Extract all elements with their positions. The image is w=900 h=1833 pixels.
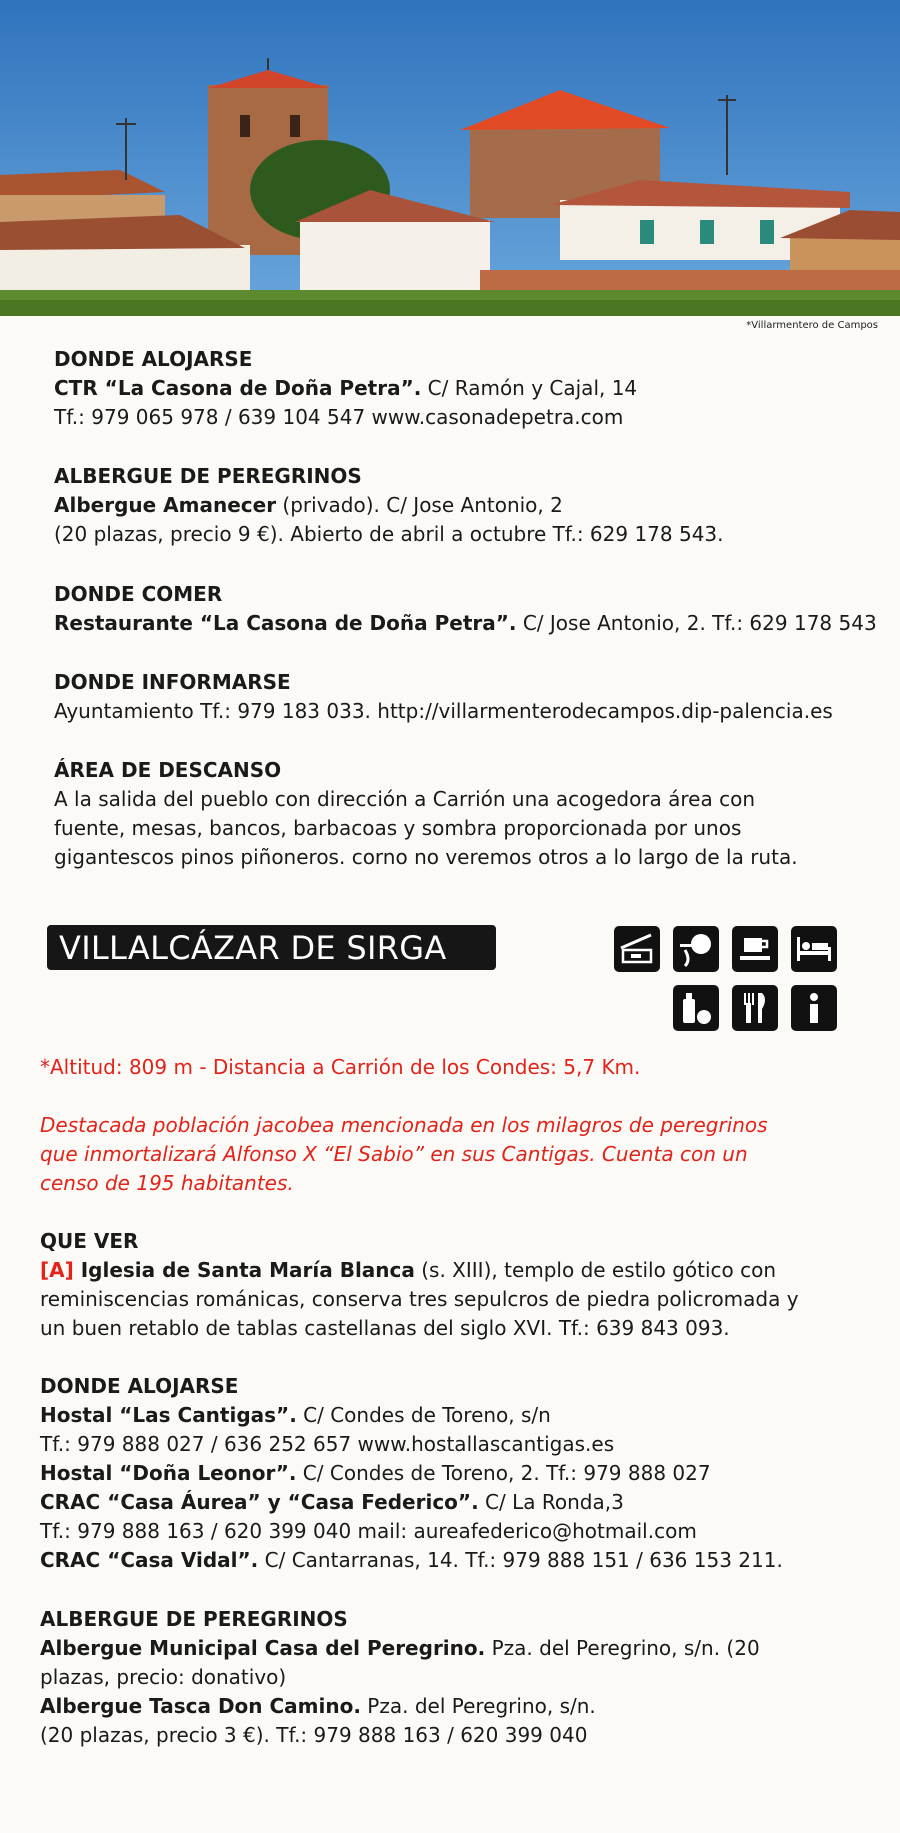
hostel-detail: (privado). C/ Jose Antonio, 2 — [276, 493, 563, 517]
intro-line: Destacada población jacobea mencionada en los milagros de peregrinos — [40, 1113, 768, 1137]
section-informarse — [54, 668, 884, 726]
section-heading: DONDE INFORMARSE — [54, 670, 291, 694]
info-icon — [791, 985, 837, 1031]
photo-caption: *Villarmentero de Campos — [746, 320, 878, 331]
monument-name: Iglesia de Santa María Blanca — [73, 1258, 415, 1282]
lodging-phones: Tf.: 979 065 978 / 639 104 547 www.casonadepetra.com — [54, 405, 624, 429]
rest-area-line: gigantescos pinos piñoneros. corno no veremos otros a lo largo de la ruta. — [54, 845, 798, 869]
section-heading: DONDE COMER — [54, 582, 223, 606]
section-alojarse-2 — [40, 1372, 890, 1575]
monument-detail-line: reminiscencias románicas, conserva tres sepulcros de piedra policromada y — [40, 1287, 799, 1311]
section-heading: ÁREA DE DESCANSO — [54, 758, 282, 782]
section-heading: ALBERGUE DE PEREGRINOS — [40, 1607, 348, 1631]
section-albergue-1 — [54, 462, 884, 549]
cafe-icon — [732, 926, 778, 972]
section-que-ver — [40, 1227, 890, 1343]
restaurant-icon — [732, 985, 778, 1031]
town-intro — [40, 1111, 890, 1198]
hostel-line: (20 plazas, precio 3 €). Tf.: 979 888 163 / 620 399 040 — [40, 1723, 588, 1747]
lodging-line: CRAC “Casa Áurea” y “Casa Federico”. C/ La Ronda,3 — [40, 1490, 624, 1514]
intro-line: que inmortalizará Alfonso X “El Sabio” en sus Cantigas. Cuenta con un — [40, 1142, 748, 1166]
map-marker-a: [A] — [40, 1258, 74, 1282]
hostel-name: Albergue Amanecer — [54, 493, 277, 517]
town-title-box — [47, 925, 496, 970]
section-albergue-2 — [40, 1605, 890, 1750]
restaurant-name: Restaurante “La Casona de Doña Petra”. — [54, 611, 517, 635]
section-comer — [54, 580, 884, 638]
section-heading: DONDE ALOJARSE — [54, 347, 253, 371]
monument-detail-line: un buen retablo de tablas castellanas del siglo XVI. Tf.: 639 843 093. — [40, 1316, 730, 1340]
section-alojarse-1 — [54, 345, 884, 432]
town-title: VILLALCÁZAR DE SIRGA — [59, 929, 447, 967]
section-descanso — [54, 756, 884, 872]
rest-area-line: fuente, mesas, bancos, barbacoas y sombra proporcionada por unos — [54, 816, 742, 840]
shop-icon — [673, 985, 719, 1031]
lodging-name: CTR “La Casona de Doña Petra”. — [54, 376, 422, 400]
lodging-line: Tf.: 979 888 163 / 620 399 040 mail: aureafederico@hotmail.com — [40, 1519, 697, 1543]
lodging-line: Tf.: 979 888 027 / 636 252 657 www.hostallascantigas.es — [40, 1432, 615, 1456]
village-photo — [0, 0, 900, 316]
bed-icon — [791, 926, 837, 972]
rest-area-line: A la salida del pueblo con dirección a Carrión una acogedora área con — [54, 787, 756, 811]
monument-detail: (s. XIII), templo de estilo gótico con — [414, 1258, 777, 1282]
hostel-detail-line2: (20 plazas, precio 9 €). Abierto de abril a octubre Tf.: 629 178 543. — [54, 522, 724, 546]
lodging-address: C/ Ramón y Cajal, 14 — [421, 376, 638, 400]
intro-line: censo de 195 habitantes. — [40, 1171, 294, 1195]
lodging-line: Hostal “Doña Leonor”. C/ Condes de Toreno, 2. Tf.: 979 888 027 — [40, 1461, 711, 1485]
section-heading: ALBERGUE DE PEREGRINOS — [54, 464, 362, 488]
section-heading: DONDE ALOJARSE — [40, 1374, 239, 1398]
altitude-line: *Altitud: 809 m - Distancia a Carrión de los Condes: 5,7 Km. — [40, 1055, 641, 1079]
info-line: Ayuntamiento Tf.: 979 183 033. http://villarmenterodecampos.dip-palencia.es — [54, 699, 833, 723]
lodging-line: Hostal “Las Cantigas”. C/ Condes de Toreno, s/n — [40, 1403, 551, 1427]
lodging-line: CRAC “Casa Vidal”. C/ Cantarranas, 14. Tf.: 979 888 151 / 636 153 211. — [40, 1548, 783, 1572]
section-heading: QUE VER — [40, 1229, 139, 1253]
restaurant-detail: C/ Jose Antonio, 2. Tf.: 629 178 543 — [516, 611, 877, 635]
hostel-line: plazas, precio: donativo) — [40, 1665, 287, 1689]
hostel-line: Albergue Tasca Don Camino. Pza. del Peregrino, s/n. — [40, 1694, 596, 1718]
hostel-line: Albergue Municipal Casa del Peregrino. Pza. del Peregrino, s/n. (20 — [40, 1636, 760, 1660]
pharmacy-icon — [673, 926, 719, 972]
ticket-office-icon — [614, 926, 660, 972]
